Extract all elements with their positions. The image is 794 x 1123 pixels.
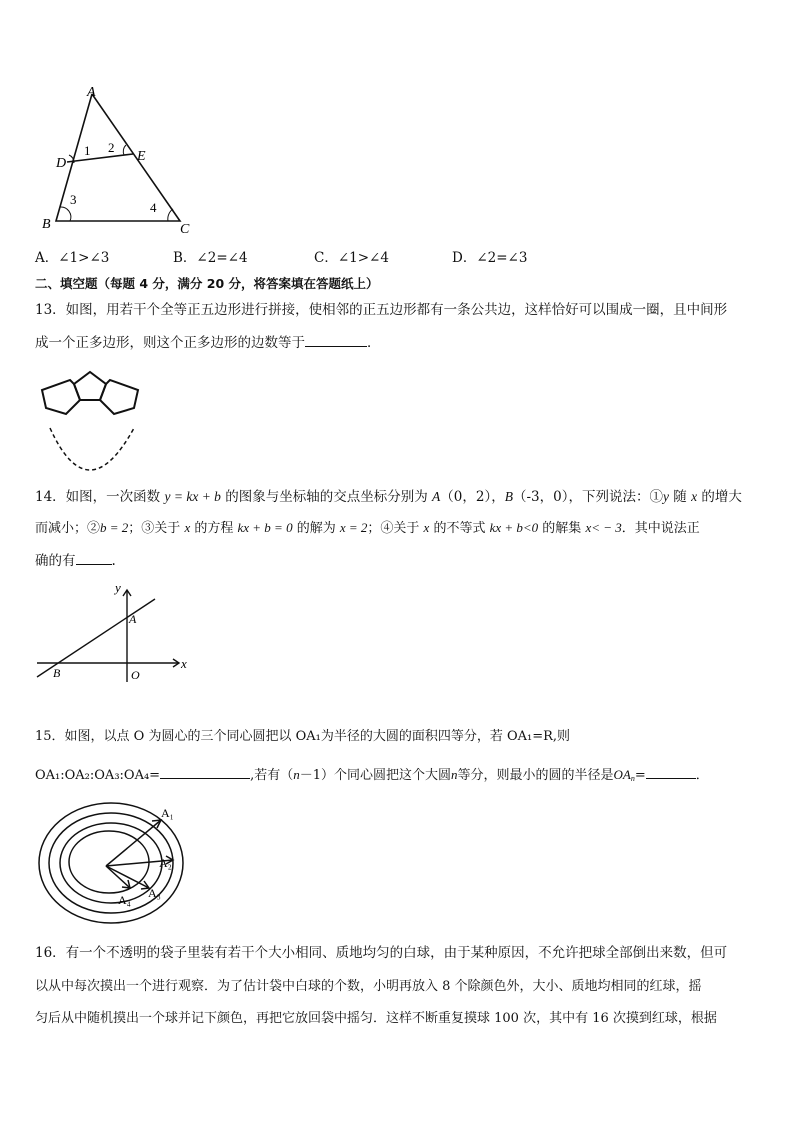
q14-text-l: ．其中说法正 xyxy=(621,521,700,536)
q14-point-a: A xyxy=(432,489,441,504)
q15-text-b: －1）个同心圆把这个大圆 xyxy=(299,768,451,783)
linear-graph-figure xyxy=(33,578,198,688)
q14-text-b: 的图象与坐标轴的交点坐标分别为 xyxy=(220,489,433,505)
q14-line1 xyxy=(35,488,742,506)
q14-text-m: 确的有 xyxy=(35,553,76,569)
q14-var-x-3: x xyxy=(423,520,430,535)
q13-end: ． xyxy=(367,335,381,351)
q16-line1: 16．有一个不透明的袋子里装有若干个大小相同、质地均匀的白球，由于某种原因，不允许把球全部倒出来数，但可 xyxy=(35,945,728,961)
angle-4-label: 4 xyxy=(150,200,157,215)
q14-text-c: 随 xyxy=(668,489,692,505)
q14-text-d: 的增大 xyxy=(697,489,742,505)
option-d: D．∠2=∠3 xyxy=(452,250,528,266)
q15-ratio: OA₁:OA₂:OA₃:OA₄= xyxy=(35,768,161,783)
angle-2-label: 2 xyxy=(108,140,115,155)
q14-point-b-coord: （-3，0），下列说法：① xyxy=(512,489,663,505)
q13-line2 xyxy=(35,332,381,352)
option-c: C．∠1>∠4 xyxy=(314,250,389,266)
section-heading: 二、填空题（每题 4 分，满分 20 分，将答案填在答题纸上） xyxy=(35,276,379,291)
q15-line1: 15．如图，以点 O 为圆心的三个同心圆把以 OA₁为半径的大圆的面积四等分，若 OA₁=R,则 xyxy=(35,729,571,744)
q15-var-n-2: n xyxy=(450,767,458,782)
q15-var-n: n xyxy=(293,767,300,782)
q14-var-y: y xyxy=(662,489,669,504)
q13-text: 成一个正多边形，则这个正多边形的边数等于 xyxy=(35,335,305,351)
q14-text-j: 的不等式 xyxy=(429,521,490,536)
vertex-b-label: B xyxy=(42,217,51,232)
q14-answer-blank[interactable] xyxy=(76,550,112,565)
option-b: B．∠2=∠4 xyxy=(173,250,248,266)
q14-inequality: kx + b<0 xyxy=(489,520,539,535)
concentric-circles-figure xyxy=(36,800,196,935)
a2-label: A₂ xyxy=(159,856,172,870)
q14-solution: x = 2 xyxy=(339,520,368,535)
q14-line2 xyxy=(35,519,700,538)
angle-1-label: 1 xyxy=(84,143,91,158)
q15-oa: OA xyxy=(613,767,631,782)
q14-text-i: ；④关于 xyxy=(367,521,424,536)
q14-end: . xyxy=(111,553,116,569)
q14-solution-set: x< − 3 xyxy=(585,520,622,535)
q16-line2: 以从中每次摸出一个进行观察．为了估计袋中白球的个数，小明再放入 8 个除颜色外，大小、质地均相同的红球，摇 xyxy=(35,979,702,994)
vertex-d-label: D xyxy=(56,156,67,171)
q13-answer-blank[interactable] xyxy=(305,332,367,347)
q14-point-a-coord: （0，2）， xyxy=(440,489,505,505)
point-a-label: A xyxy=(129,612,137,626)
q14-var-x: x xyxy=(691,489,698,504)
a1-label: A₁ xyxy=(161,806,174,820)
point-b-label: B xyxy=(53,666,61,680)
q14-line3 xyxy=(35,550,116,570)
triangle-figure xyxy=(40,82,200,237)
vertex-a-label: A xyxy=(87,85,96,100)
q15-answer-blank-2[interactable] xyxy=(646,764,696,779)
q14-var-x-2: x xyxy=(184,520,191,535)
q15-line2 xyxy=(35,764,709,788)
q15-equals: = xyxy=(634,768,646,783)
vertex-c-label: C xyxy=(180,222,190,237)
q14-text-a: 14．如图，一次函数 xyxy=(35,489,165,505)
q13-line1: 13．如图，用若干个全等正五边形进行拼接，使相邻的正五边形都有一条公共边，这样恰好可以围成一圈，且中间形 xyxy=(35,302,728,318)
x-axis-label: x xyxy=(181,656,187,671)
pentagon-figure xyxy=(38,362,148,477)
q14-statement-2: b = 2 xyxy=(100,520,129,535)
q14-point-b: B xyxy=(504,489,513,504)
q14-text-h: 的解为 xyxy=(292,521,340,536)
q14-equation: kx + b = 0 xyxy=(237,520,293,535)
q15-text-a: ,若有（ xyxy=(250,768,294,783)
q14-text-f: ；③关于 xyxy=(128,521,185,536)
q15-end: ． xyxy=(695,768,709,783)
q14-function: y = kx + b xyxy=(164,489,221,504)
angle-3-label: 3 xyxy=(70,192,77,207)
q14-text-g: 的方程 xyxy=(190,521,238,536)
q16-line3: 匀后从中随机摸出一个球并记下颜色，再把它放回袋中摇匀．这样不断重复摸球 100 次，其中有 16 次摸到红球，根据 xyxy=(35,1011,717,1026)
q15-text-c: 等分，则最小的圆的半径是 xyxy=(457,768,614,783)
q14-text-e: 而减小；② xyxy=(35,521,101,536)
q14-text-k: 的解集 xyxy=(538,521,586,536)
a3-label: A₃ xyxy=(148,886,161,900)
vertex-e-label: E xyxy=(137,149,146,164)
q15-sub-n: n xyxy=(630,774,635,783)
option-a: A．∠1>∠3 xyxy=(35,250,110,266)
origin-label: O xyxy=(131,668,140,682)
a4-label: A₄ xyxy=(118,893,131,907)
y-axis-label: y xyxy=(115,580,121,595)
q15-answer-blank-1[interactable] xyxy=(160,764,250,779)
